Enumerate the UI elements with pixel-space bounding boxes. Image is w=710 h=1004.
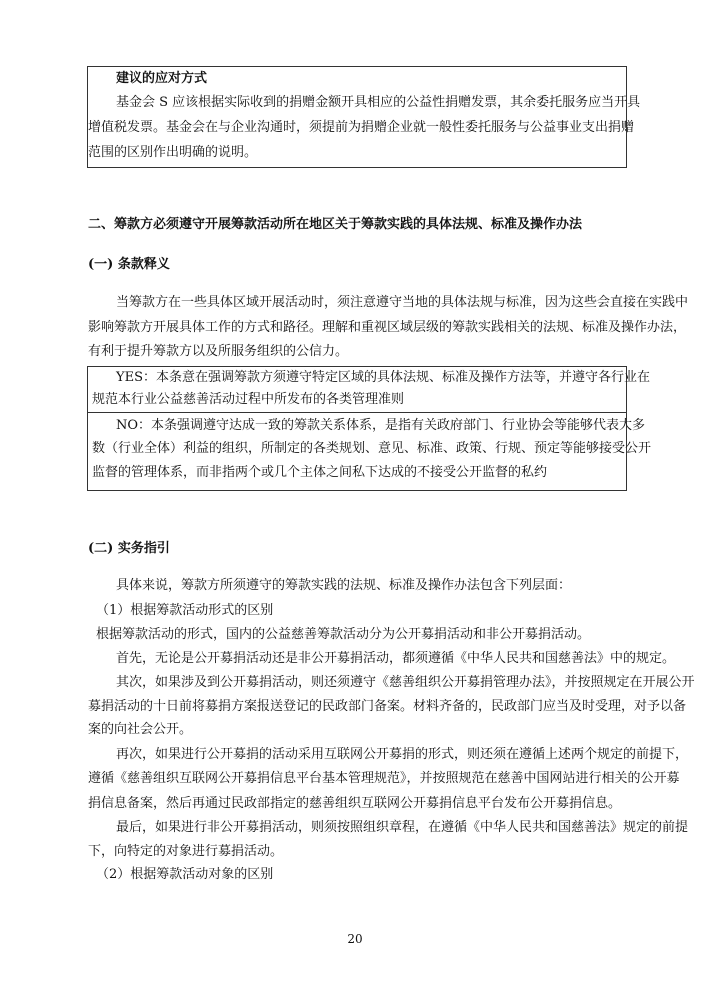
recommendation-line-2: 增值税发票。基金会在与企业沟通时，须提前为捐赠企业就一般性委托服务与公益事业支出捐赠 [88, 120, 635, 135]
subsection-title-2: (二) 实务指引 [88, 541, 170, 556]
body-line-6: 募捐活动的十日前将募捐方案报送登记的民政部门备案。材料齐备的，民政部门应当及时受理，对予以备 [88, 699, 687, 714]
body-line-11: 最后，如果进行非公开募捐活动，则须按照组织章程，在遵循《中华人民共和国慈善法》规定的前提 [116, 820, 689, 835]
paragraph-1-line-2: 影响筹款方开展具体工作的方式和路径。理解和重视区域层级的筹款实践相关的法规、标准及操作办法， [88, 320, 687, 335]
yes-line-2: 规范本行业公益慈善活动过程中所发布的各类管理准则 [92, 392, 405, 407]
paragraph-1-line-3: 有利于提升筹款方以及所服务组织的公信力。 [88, 344, 349, 359]
no-line-3: 监督的管理体系，而非指两个或几个主体之间私下达成的不接受公开监督的私约 [92, 465, 548, 480]
no-line-2: 数（行业全体）利益的组织，所制定的各类规划、意见、标准、政策、行规、预定等能够接受公开 [92, 441, 652, 456]
recommendation-line-1: 基金会 S 应该根据实际收到的捐赠金额开具相应的公益性捐赠发票，其余委托服务应当开具 [116, 95, 641, 110]
body-line-3: 根据筹款活动的形式，国内的公益慈善筹款活动分为公开募捐活动和非公开募捐活动。 [96, 627, 591, 642]
body-line-7: 案的向社会公开。 [88, 722, 193, 737]
paragraph-1-line-1: 当筹款方在一些具体区域开展活动时，须注意遵守当地的具体法规与标准，因为这些会直接在实践中 [116, 295, 689, 310]
yes-line-1: YES：本条意在强调筹款方须遵守特定区域的具体法规、标准及操作方法等，并遵守各行业在 [116, 370, 650, 385]
body-line-12: 下，向特定的对象进行募捐活动。 [88, 844, 284, 859]
subsection-title-1: (一) 条款释义 [88, 257, 170, 272]
page-number: 20 [347, 932, 363, 946]
body-line-10: 捐信息备案，然后再通过民政部指定的慈善组织互联网公开募捐信息平台发布公开募捐信息。 [88, 796, 622, 811]
recommendation-heading: 建议的应对方式 [116, 71, 208, 86]
yes-no-divider [88, 412, 626, 413]
body-line-9: 遵循《慈善组织互联网公开募捐信息平台基本管理规范》，并按照规范在慈善中国网站进行相关的公开募 [88, 771, 680, 786]
no-line-1: NO：本条强调遵守达成一致的筹款关系体系，是指有关政府部门、行业协会等能够代表大多 [116, 418, 646, 433]
body-line-5: 其次，如果涉及到公开募捐活动，则还须遵守《慈善组织公开募捐管理办法》，并按照规定在开展公开 [116, 675, 695, 690]
body-line-2: （1）根据筹款活动形式的区别 [96, 603, 274, 618]
body-line-8: 再次，如果进行公开募捐的活动采用互联网公开募捐的形式，则还须在遵循上述两个规定的前提下， [116, 747, 689, 762]
body-line-13: （2）根据筹款活动对象的区别 [96, 867, 274, 882]
body-line-1: 具体来说，筹款方所须遵守的筹款实践的法规、标准及操作办法包含下列层面： [116, 578, 572, 593]
body-line-4: 首先，无论是公开募捐活动还是非公开募捐活动，都须遵循《中华人民共和国慈善法》中的规定。 [116, 651, 676, 666]
recommendation-line-3: 范围的区别作出明确的说明。 [88, 145, 258, 160]
section-title: 二、筹款方必须遵守开展筹款活动所在地区关于筹款实践的具体法规、标准及操作办法 [88, 217, 583, 232]
